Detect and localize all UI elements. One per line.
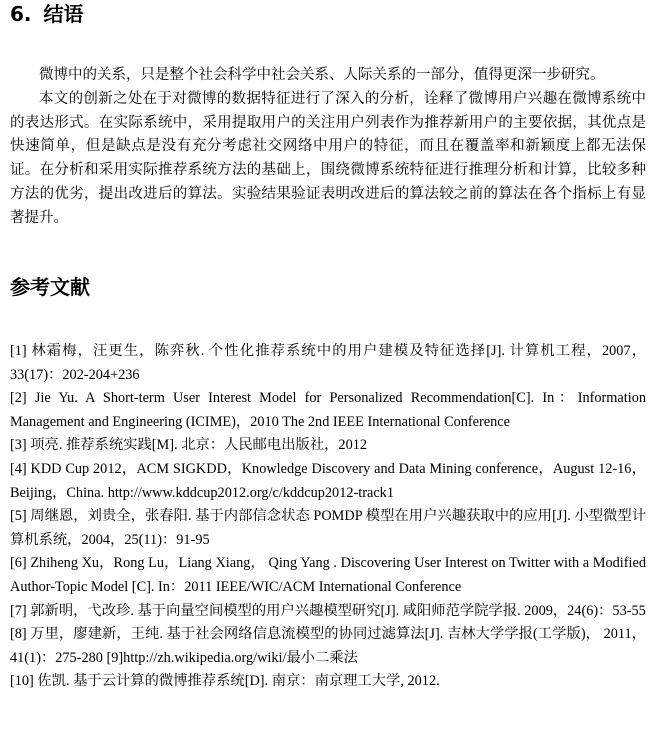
references-heading: 参考文献 [10, 275, 90, 299]
reference-item: [8] 万里，廖建新，王纯. 基于社会网络信息流模型的协同过滤算法[J]. 吉林大学学报(工学版)， 2011，41(1)：275-280 [9]http://zh.wikipedia.org/wiki/最小二乘法 [10, 626, 646, 666]
reference-item: [3] 项亮. 推荐系统实践[M]. 北京：人民邮电出版社，2012 [10, 437, 368, 454]
section-number: 6. [10, 2, 32, 26]
reference-item: [5] 周继恩，刘贵全，张春阳. 基于内部信念状态 POMDP 模型在用户兴趣获取中的应用[J]. 小型微型计算机系统，2004，25(11)：91-95 [10, 508, 646, 548]
paragraph: 本文的创新之处在于对微博的数据特征进行了深入的分析，诠释了微博用户兴趣在微博系统中的表达形式。在实际系统中，采用提取用户的关注用户列表作为推荐新用户的主要依据，其优点是快速简单，但是缺点是没有充分考虑社交网络中用户的特征，而且在覆盖率和新颖度上都无法保证。在分析和采用实际推荐系统方法的基础上，围绕微博系统特征进行推理分析和计算，比较多种方法的优劣，提出改进后的算法。实验结果验证表明改进后的算法较之前的算法在各个指标上有显著提升。 [10, 90, 646, 226]
reference-item: [4] KDD Cup 2012，ACM SIGKDD，Knowledge Discovery and Data Mining conference，August 12-16，Beijing，China. http://www.kddcup2012.org/c/kddcup2012-track1 [10, 460, 646, 501]
reference-item: [6] Zhiheng Xu，Rong Lu，Liang Xiang， Qing Yang . Discovering User Interest on Twitter with a Modified Author-Topic Model [C]. In：2011 IEEE/WIC/ACM International Conference [10, 555, 646, 595]
conclusion-body [10, 64, 646, 231]
reference-list [10, 340, 646, 694]
reference-item: [7] 郭新明，弋改珍. 基于向量空间模型的用户兴趣模型研究[J]. 咸阳师范学院学报. 2009，24(6)：53-55 [10, 602, 646, 619]
paragraph: 微博中的关系，只是整个社会科学中社会关系、人际关系的一部分，值得更深一步研究。 [39, 67, 605, 83]
reference-item: [1] 林霜梅，汪更生，陈弈秋. 个性化推荐系统中的用户建模及特征选择[J]. 计算机工程，2007，33(17)：202-204+236 [10, 343, 646, 383]
section-title: 结语 [43, 2, 84, 26]
section-heading [10, 0, 84, 28]
reference-item: [2] Jie Yu. A Short-term User Interest Model for Personalized Recommendation[C]. In：Information Management and Engineering (ICIME)，2010 The 2nd IEEE International Conference [10, 390, 646, 430]
reference-item: [10] 佐凯. 基于云计算的微博推荐系统[D]. 南京：南京理工大学, 2012. [10, 673, 440, 690]
